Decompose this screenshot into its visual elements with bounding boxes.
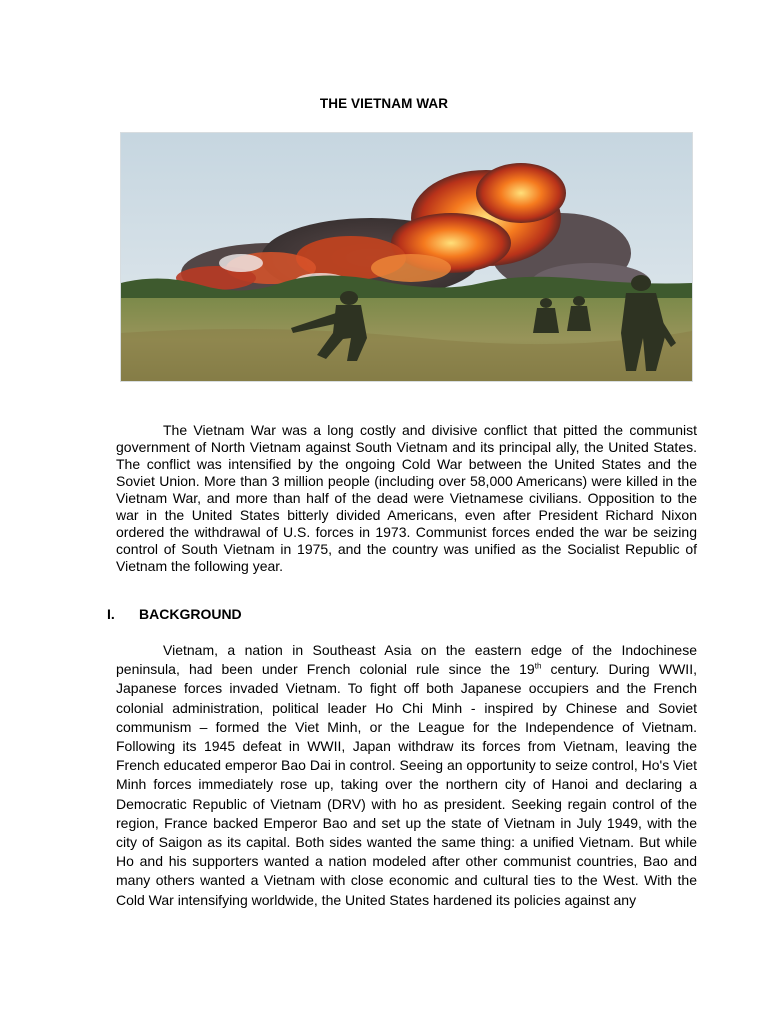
ordinal-superscript: th	[534, 661, 542, 671]
section-heading	[107, 606, 242, 622]
section-title: BACKGROUND	[139, 606, 242, 622]
page-title: THE VIETNAM WAR	[319, 96, 449, 111]
background-text-part2: century. During WWII, Japanese forces invaded Vietnam. To fight off both Japanese occupiers and the French colonial administration, political leader Ho Chi Minh - inspired by Chinese and Soviet communism – formed the Viet Minh, or the League for the Independence of Vietnam. Following its 1945 defeat in WWII, Japan withdraw its forces from Vietnam, leaving the French educated emperor Bao Dai in control. Seeing an opportunity to seize control, Ho's Viet Minh forces immediately rose up, taking over the northern city of Hanoi and declaring a Democratic Republic of Vietnam (DRV) with ho as president. Seeking regain control of the region, France backed Emperor Bao and set up the state of Vietnam in July 1949, with the city of Saigon as its capital. Both sides wanted the same thing: a unified Vietnam. But while Ho and his supporters wanted a nation modeled after other communist countries, Bao and many others wanted a Vietnam with close economic and cultural ties to the West. With the Cold War intensifying worldwide, the United States hardened its policies against any	[116, 661, 697, 908]
intro-paragraph: The Vietnam War was a long costly and divisive conflict that pitted the communist government of North Vietnam against South Vietnam and its principal ally, the United States. The conflict was intensified by the ongoing Cold War between the United States and the Soviet Union. More than 3 million people (including over 58,000 Americans) were killed in the Vietnam War, and more than half of the dead were Vietnamese civilians. Opposition to the war in the United States bitterly divided Americans, even after President Richard Nixon ordered the withdrawal of U.S. forces in 1973. Communist forces ended the war be seizing control of South Vietnam in 1975, and the country was unified as the Socialist Republic of Vietnam the following year.	[116, 422, 697, 574]
background-paragraph	[116, 641, 697, 910]
section-number: I.	[107, 606, 115, 622]
war-photo	[121, 133, 692, 381]
explosion-battlefield-image	[121, 133, 692, 381]
background-text-part1: Vietnam, a nation in Southeast Asia on the eastern edge of the Indochinese peninsula, had been under French colonial rule since the 19	[116, 642, 697, 678]
